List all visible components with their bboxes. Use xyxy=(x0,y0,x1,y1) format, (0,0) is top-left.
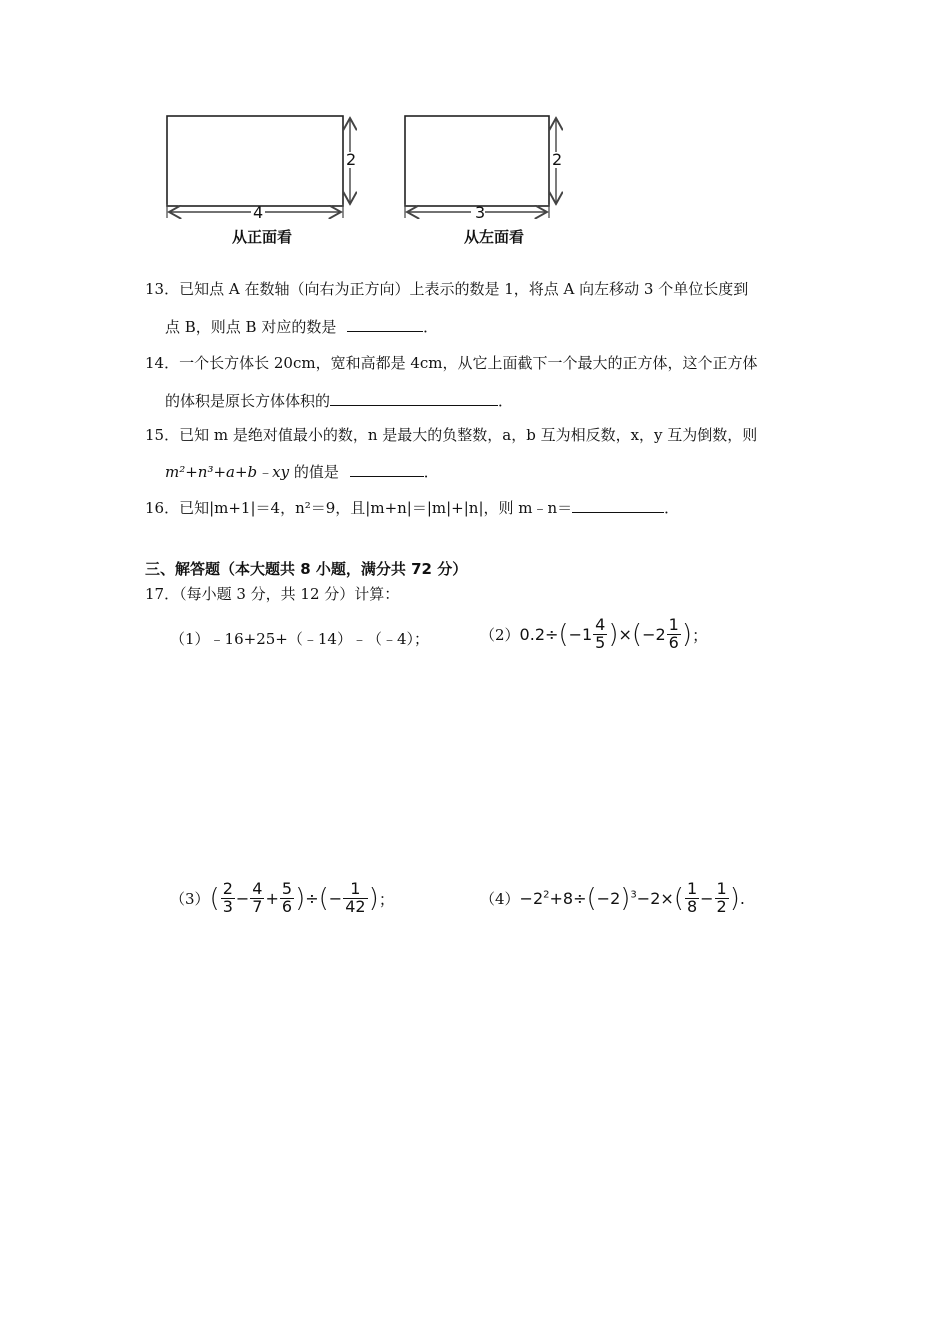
front-view-caption: 从正面看 xyxy=(232,228,293,246)
q15-line2: m²+n³+a+b﹣xy 的值是 ． xyxy=(165,463,439,481)
q14-line1: 14．一个长方体长 20cm，宽和高都是 4cm，从它上面截下一个最大的正方体，这个正方体 xyxy=(145,354,758,372)
left-view-caption: 从左面看 xyxy=(464,228,525,246)
q13-line1: 13．已知点 A 在数轴（向右为正方向）上表示的数是 1，将点 A 向左移动 3 个单位长度到 xyxy=(145,280,749,298)
q16-answer-blank xyxy=(572,498,664,513)
left-width-label: 3 xyxy=(475,203,486,222)
q16-line: 16．已知|m+1|＝4，n²＝9，且|m+n|＝|m|+|n|，则 m﹣n＝ ． xyxy=(145,499,680,517)
q17-intro: 17．（每小题 3 分，共 12 分）计算： xyxy=(145,585,400,603)
left-view-rect xyxy=(405,116,549,206)
q17-part1: （1）﹣16+25+（﹣14）﹣（﹣4）； xyxy=(170,630,429,648)
front-width-label: 4 xyxy=(253,203,264,222)
left-height-label: 2 xyxy=(552,150,563,169)
q17-part2: （2）0.2÷(−1 $\frac{4}{5}$ )×(−2 $\frac{1}{6}$ )； xyxy=(480,615,709,652)
q15-answer-blank xyxy=(350,462,424,477)
front-view-rect xyxy=(167,116,343,206)
q15-text: 的值是 xyxy=(293,463,339,481)
q13-line2: 点 B，则点 B 对应的数是 ． xyxy=(165,318,439,336)
q16-text: 16．已知|m+1|＝4，n²＝9，且|m+n|＝|m|+|n|，则 m﹣n＝ xyxy=(145,499,573,517)
q14-answer-blank xyxy=(330,391,498,406)
q17-part4: $(4)-2^2+8\div(-2)^3-2\times$( $\frac{1}{8}$ − $\frac{1}{2}$ ). xyxy=(480,879,745,916)
q17-part3: （3）( $\frac{2}{3}$ − $\frac{4}{7}$ + $\frac{5}{6}$ )÷(− $\frac{1}{42}$ )； xyxy=(170,879,395,916)
front-height-label: 2 xyxy=(346,150,357,169)
q14-line2: 的体积是原长方体体积的 ． xyxy=(165,392,514,410)
q15-expression: m²+n³+a+b﹣xy xyxy=(165,463,290,481)
q14-text: 的体积是原长方体体积的 xyxy=(165,392,331,410)
q15-line1: 15．已知 m 是绝对值最小的数，n 是最大的负整数，a，b 互为相反数，x，y 互为倒数，则 xyxy=(145,426,758,444)
q13-answer-blank xyxy=(347,317,423,332)
section-3-title: 三、解答题（本大题共 8 小题，满分共 72 分） xyxy=(145,560,468,578)
q13-text: 点 B，则点 B 对应的数是 xyxy=(165,318,337,336)
